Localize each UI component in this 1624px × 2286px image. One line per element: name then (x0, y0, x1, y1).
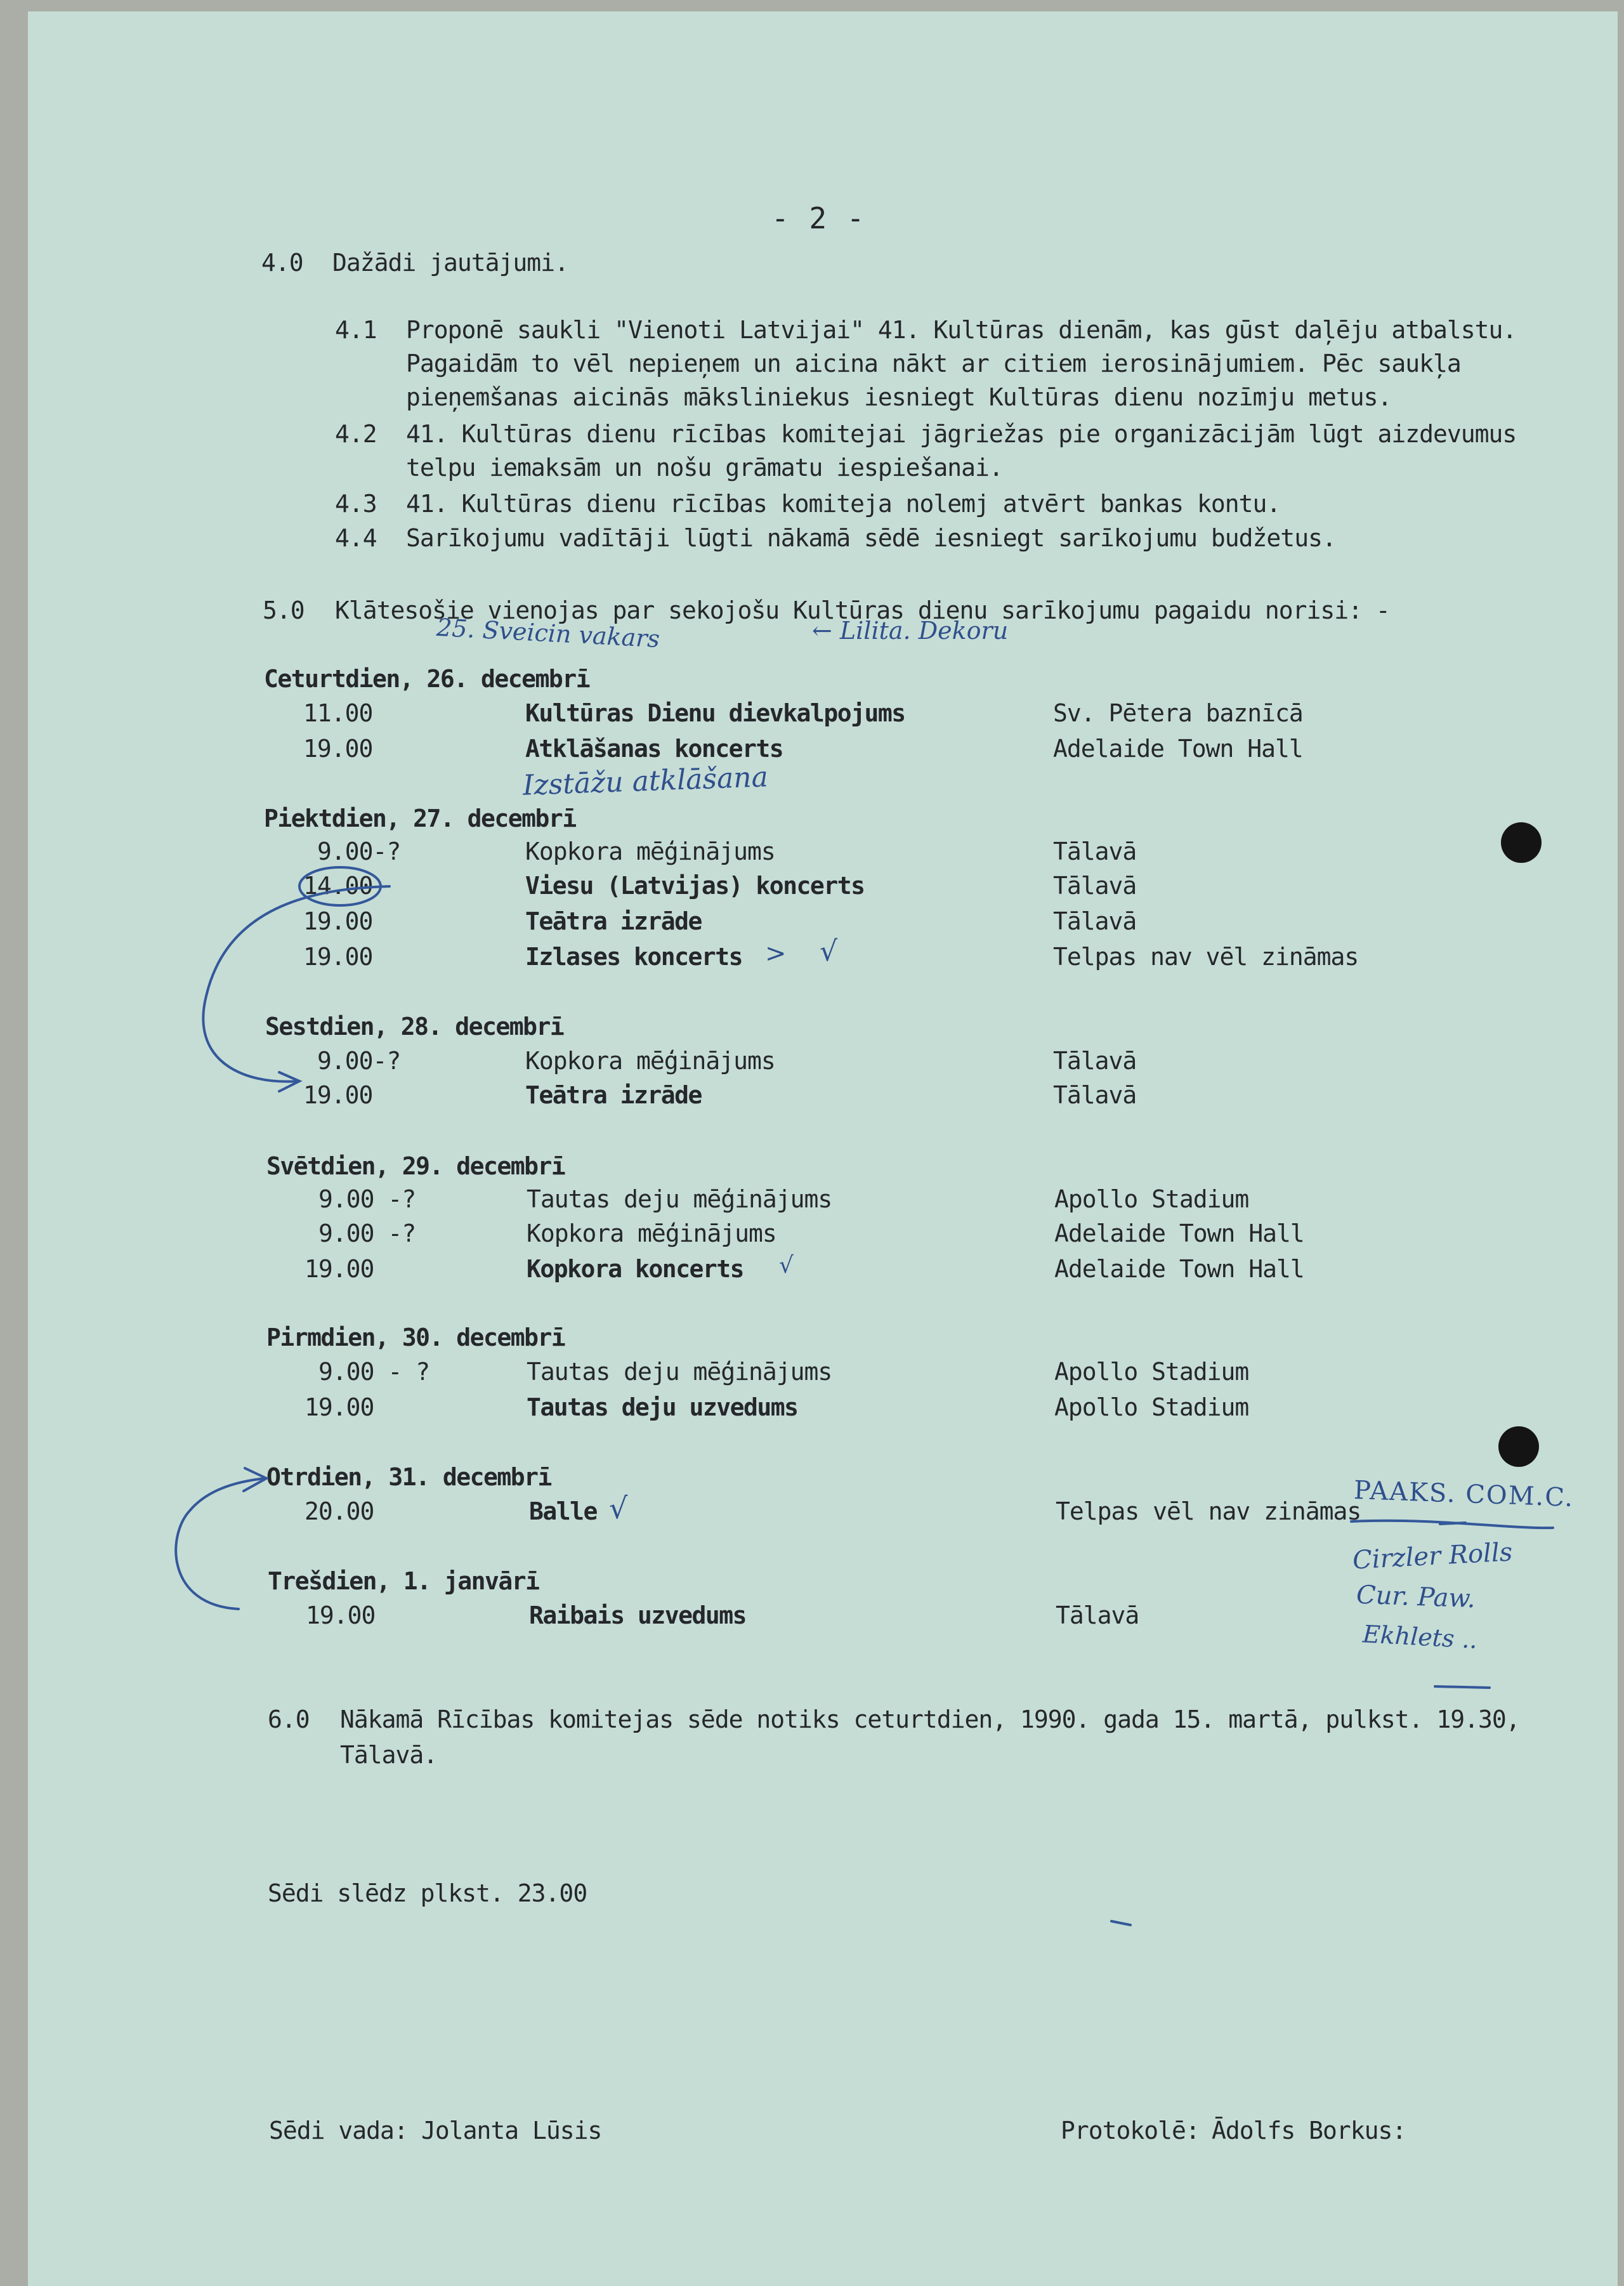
arrow-line (176, 1478, 265, 1609)
event-place: Tālavā (1056, 1601, 1139, 1629)
event-name: Kopkora mēģinājums (525, 838, 775, 865)
event-time: 9.00 - ? (318, 1358, 430, 1386)
event-time: 9.00 -? (318, 1185, 416, 1213)
handwritten-mark: > (765, 939, 787, 968)
event-name: Tautas deju mēģinājums (527, 1358, 832, 1386)
event-name: Atklāšanas koncerts (525, 735, 783, 763)
event-name: Teātra izrāde (525, 907, 702, 935)
event-time: 9.00-? (317, 1047, 401, 1075)
day-heading: Trešdien, 1. janvārī (268, 1567, 539, 1595)
item-number: 4.1 (335, 316, 377, 344)
item-number: 4.2 (335, 420, 377, 448)
day-heading: Otrdien, 31. decembrī (266, 1463, 551, 1491)
event-time: 19.00 (306, 1601, 376, 1629)
day-heading: Pirmdien, 30. decembrī (266, 1324, 565, 1351)
margin-note: Ekhlets .. (1361, 1620, 1478, 1654)
event-place: Telpas nav vēl zināmas (1053, 943, 1359, 971)
section-text: Nākamā Rīcības komitejas sēde notiks ceturtdien, 1990. gada 15. martā, pulkst. 19.30, (340, 1705, 1520, 1733)
event-place: Adelaide Town Hall (1053, 735, 1303, 763)
event-name: Kopkora mēģinājums (527, 1219, 776, 1247)
event-time: 9.00 -? (318, 1219, 416, 1247)
event-place: Apollo Stadium (1054, 1393, 1249, 1421)
section-number: 4.0 (261, 249, 303, 277)
chair-name: Jolanta Lūsis (421, 2117, 602, 2145)
handwritten-note: 25. Sveicin vakars (436, 613, 661, 654)
item-line: 41. Kultūras dienu rīcības komitejai jāgriežas pie organizācijām lūgt aizdevumus (406, 420, 1517, 448)
day-heading: Piektdien, 27. decembrī (264, 805, 576, 832)
stray-mark (1111, 1921, 1130, 1925)
handwritten-note: ← Lilita. Dekoru (812, 617, 1009, 645)
day-heading: Sestdien, 28. decembrī (265, 1013, 564, 1041)
item-line: pieņemšanas aicinās māksliniekus iesniegt Kultūras dienu nozīmju metus. (406, 383, 1392, 411)
section-text: Klātesošie vienojas par sekojošu Kultūras dienu sarīkojumu pagaidu norisi: - (335, 596, 1390, 624)
event-name: Kopkora mēģinājums (525, 1047, 775, 1075)
check-mark-icon: √ (609, 1491, 628, 1525)
event-place: Apollo Stadium (1054, 1185, 1249, 1213)
event-name: Viesu (Latvijas) koncerts (525, 872, 865, 900)
item-line: 41. Kultūras dienu rīcības komiteja nolemj atvērt bankas kontu. (406, 490, 1281, 518)
secretary-name: Ādolfs Borkus: (1212, 2117, 1406, 2145)
event-time: 19.00 (303, 1081, 373, 1109)
check-mark-icon: √ (820, 935, 838, 968)
arrow-line (203, 886, 390, 1082)
section-text: Tālavā. (340, 1741, 438, 1769)
margin-note: PAAKS. COM.C. (1353, 1475, 1575, 1513)
event-time: 19.00 (304, 1393, 374, 1421)
event-place: Apollo Stadium (1054, 1358, 1249, 1386)
event-place: Tālavā (1053, 838, 1137, 865)
section-number: 5.0 (263, 596, 304, 624)
event-name: Tautas deju uzvedums (527, 1393, 798, 1421)
event-time: 11.00 (303, 699, 373, 727)
handwritten-note: Izstāžu atklāšana (522, 761, 769, 802)
event-place: Tālavā (1053, 1047, 1137, 1075)
event-place: Adelaide Town Hall (1054, 1219, 1304, 1247)
chair-label: Sēdi vada: (269, 2117, 408, 2145)
secretary-label: Protokolē: (1061, 2117, 1200, 2145)
day-heading: Svētdien, 29. decembrī (266, 1152, 565, 1180)
event-place: Tālavā (1053, 872, 1137, 900)
event-name: Raibais uzvedums (529, 1601, 747, 1629)
event-place: Tālavā (1053, 1081, 1137, 1109)
day-heading: Ceturtdien, 26. decembrī (264, 665, 590, 693)
margin-note: Cur. Paw. (1356, 1580, 1476, 1614)
margin-note: Cirzler Rolls (1351, 1537, 1514, 1575)
item-number: 4.3 (335, 490, 377, 518)
section-title: Dažādi jautājumi. (332, 249, 568, 277)
event-name: Balle (529, 1497, 597, 1525)
event-place: Telpas vēl nav zināmas (1056, 1497, 1361, 1525)
event-name: Kultūras Dienu dievkalpojums (525, 699, 905, 727)
event-name: Kopkora koncerts (527, 1255, 744, 1283)
event-time: 19.00 (303, 735, 373, 763)
check-mark-icon: √ (779, 1252, 794, 1278)
item-line: Proponē saukli "Vienoti Latvijai" 41. Kultūras dienām, kas gūst daļēju atbalstu. (406, 316, 1517, 344)
item-line: Sarīkojumu vadītāji lūgti nākamā sēdē iesniegt sarīkojumu budžetus. (406, 524, 1336, 552)
event-time: 19.00 (303, 907, 373, 935)
item-number: 4.4 (335, 524, 377, 552)
event-time: 19.00 (303, 943, 373, 971)
event-time: 19.00 (304, 1255, 374, 1283)
item-line: telpu iemaksām un nošu grāmatu iespiešanai. (406, 454, 1003, 482)
event-name: Teātra izrāde (525, 1081, 702, 1109)
event-place: Adelaide Town Hall (1054, 1255, 1304, 1283)
item-line: Pagaidām to vēl nepieņem un aicina nākt ar citiem ierosinājumiem. Pēc saukļa (406, 350, 1461, 378)
event-time: 20.00 (304, 1497, 374, 1525)
section-number: 6.0 (268, 1705, 310, 1733)
event-time: 9.00-? (317, 838, 401, 865)
closing-text: Sēdi slēdz plkst. 23.00 (268, 1879, 587, 1907)
event-time: 14.00 (303, 872, 373, 900)
event-name: Izlases koncerts (525, 943, 743, 971)
page-number: - 2 - (771, 201, 866, 235)
event-place: Tālavā (1053, 907, 1137, 935)
event-place: Sv. Pētera baznīcā (1053, 699, 1303, 727)
event-name: Tautas deju mēģinājums (527, 1185, 832, 1213)
underline-mark (1435, 1686, 1490, 1688)
underline-mark (1440, 1523, 1465, 1524)
